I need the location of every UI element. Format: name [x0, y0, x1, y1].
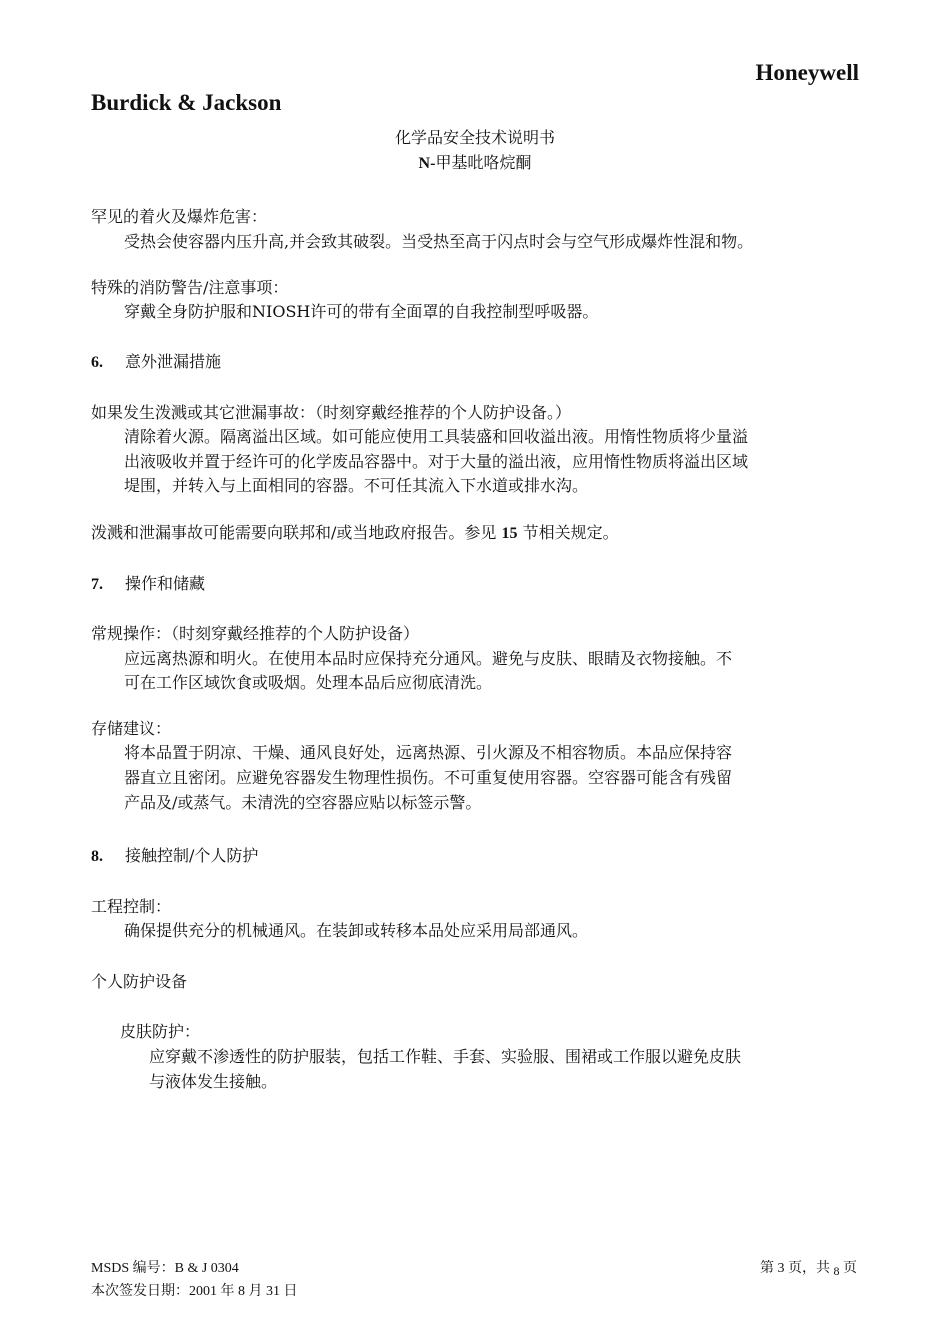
spill-line: 清除着火源。隔离溢出区域。如可能应使用工具装盛和回收溢出液。用惰性物质将少量溢 — [124, 427, 749, 446]
section-6-title: 意外泄漏措施 — [125, 352, 222, 371]
ppe-label: 个人防护设备 — [91, 972, 188, 991]
engineering-controls-text: 确保提供充分的机械通风。在装卸或转移本品处应采用局部通风。 — [124, 921, 589, 940]
report-note — [91, 520, 619, 546]
engineering-controls-label: 工程控制： — [91, 897, 172, 916]
page-total: 8 — [833, 1264, 840, 1278]
skin-protection-line: 应穿戴不渗透性的防护服装，包括工作鞋、手套、实验服、围裙或工作服以避免皮肤 — [149, 1047, 742, 1066]
report-note-post: 节相关规定。 — [522, 523, 619, 542]
firefighting-label: 特殊的消防警告/注意事项： — [91, 278, 289, 297]
report-section-ref: 15 — [501, 525, 518, 542]
brand-honeywell: Honeywell — [755, 60, 859, 85]
firefighting-text: 穿戴全身防护服和NIOSH许可的带有全面罩的自我控制型呼吸器。 — [124, 302, 599, 321]
spill-line: 出液吸收并置于经许可的化学废品容器中。对于大量的溢出液，应用惰性物质将溢出区域 — [124, 452, 749, 471]
storage-line: 将本品置于阴凉、干燥、通风良好处，远离热源、引火源及不相容物质。本品应保持容 — [124, 743, 733, 762]
storage-line: 产品及/或蒸气。未清洗的空容器应贴以标签示警。 — [124, 793, 482, 812]
section-8-number: 8. — [91, 848, 103, 865]
page-indicator-post: 页 — [843, 1261, 857, 1276]
spill-line: 堤围，并转入与上面相同的容器。不可任其流入下水道或排水沟。 — [124, 476, 589, 495]
spill-label: 如果发生泼溅或其它泄漏事故：（时刻穿戴经推荐的个人防护设备。） — [91, 403, 572, 422]
section-7-heading — [91, 571, 205, 597]
subtitle-chemical-name: 甲基吡咯烷酮 — [435, 153, 532, 172]
storage-label: 存储建议： — [91, 719, 172, 738]
skin-protection-line: 与液体发生接触。 — [149, 1072, 278, 1091]
document-title: 化学品安全技术说明书 — [394, 128, 555, 147]
section-8-heading — [91, 843, 258, 869]
handling-line: 可在工作区域饮食或吸烟。处理本品后应彻底清洗。 — [124, 673, 493, 692]
section-7-title: 操作和储藏 — [125, 574, 206, 593]
msds-number: MSDS 编号：B & J 0304 — [91, 1261, 239, 1276]
page-indicator — [760, 1257, 857, 1277]
subtitle-prefix: N- — [418, 155, 436, 172]
skin-protection-label: 皮肤防护： — [120, 1022, 201, 1041]
section-7-number: 7. — [91, 576, 103, 593]
page-indicator-pre: 第 3 页，共 — [760, 1261, 830, 1276]
fire-hazard-text: 受热会使容器内压升高,并会致其破裂。当受热至高于闪点时会与空气形成爆炸性混和物。 — [124, 232, 754, 251]
brand-burdick-jackson: Burdick & Jackson — [91, 90, 282, 115]
document-subtitle — [0, 150, 950, 173]
storage-line: 器直立且密闭。应避免容器发生物理性损伤。不可重复使用容器。空容器可能含有残留 — [124, 768, 733, 787]
report-note-pre: 泼溅和泄漏事故可能需要向联邦和/或当地政府报告。参见 — [91, 523, 497, 542]
handling-line: 应远离热源和明火。在使用本品时应保持充分通风。避免与皮肤、眼睛及衣物接触。不 — [124, 649, 733, 668]
handling-label: 常规操作：（时刻穿戴经推荐的个人防护设备） — [91, 624, 420, 643]
section-6-heading — [91, 349, 221, 375]
section-8-title: 接触控制/个人防护 — [125, 846, 259, 865]
fire-hazard-label: 罕见的着火及爆炸危害： — [91, 207, 268, 226]
section-6-number: 6. — [91, 354, 103, 371]
issue-date: 本次签发日期：2001 年 8 月 31 日 — [91, 1284, 298, 1299]
